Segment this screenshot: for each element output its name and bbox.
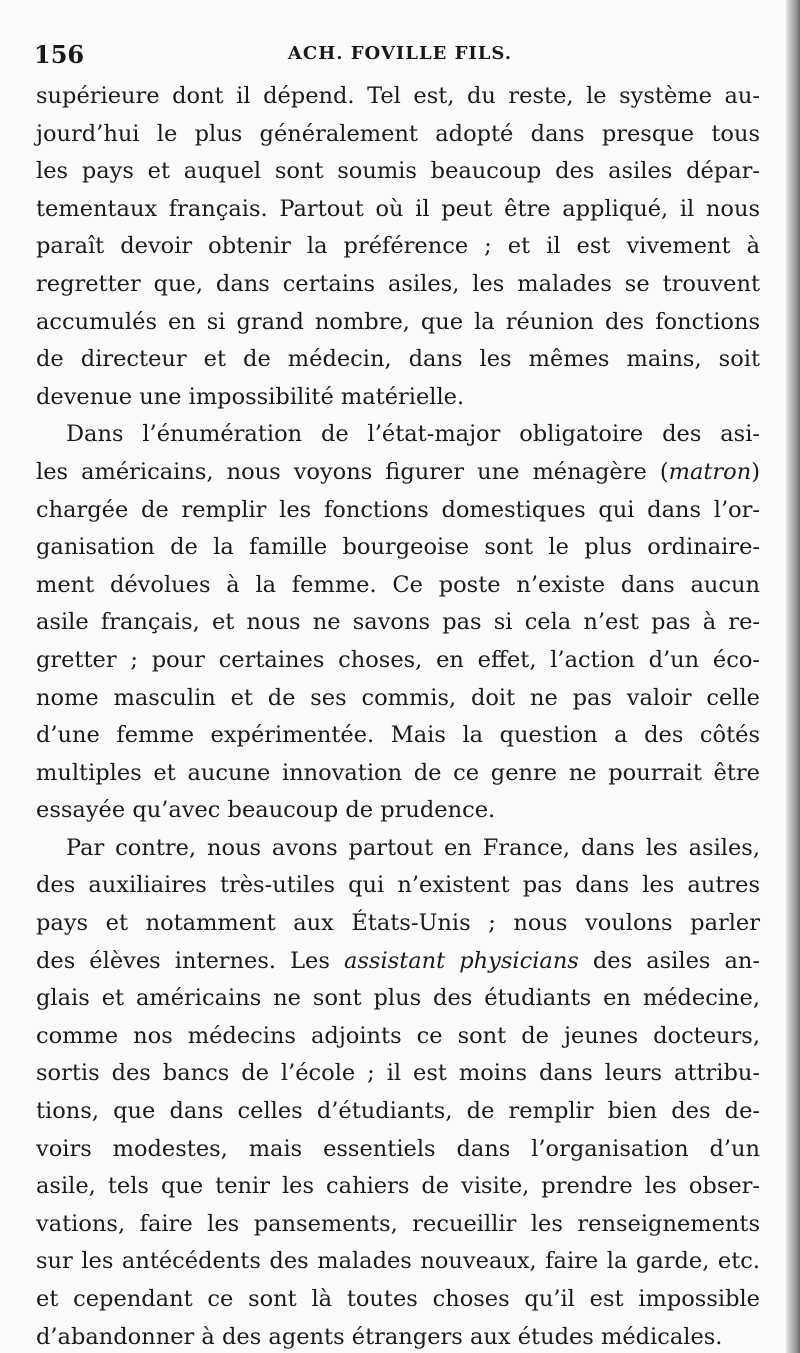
text-line: et cependant ce sont là toutes choses qu’il est impossible: [36, 1286, 760, 1312]
text-segment: les américains, nous voyons figurer une ménagère (: [36, 458, 669, 485]
text-line: devenue une impossibilité matérielle.: [36, 383, 465, 410]
text-line: pays et notamment aux États-Unis ; nous voulons parler: [36, 910, 760, 937]
text-line: ganisation de la famille bourgeoise sont le plus ordinaire-: [36, 534, 760, 561]
text-line: vations, faire les pansements, recueillir les renseignements: [36, 1210, 760, 1237]
paragraph: [36, 78, 760, 416]
italic-term: matron: [668, 458, 752, 485]
text-line: nome masculin et de ses commis, doit ne pas valoir celle: [36, 684, 760, 711]
text-line: [36, 943, 760, 981]
text-line: gretter ; pour certaines choses, en effet, l’action d’un éco-: [36, 646, 760, 673]
paragraph: [36, 830, 760, 1353]
text-line: des auxiliaires très-utiles qui n’existent pas dans les autres: [36, 872, 760, 899]
text-line: tions, que dans celles d’étudiants, de remplir bien des de-: [36, 1098, 760, 1125]
text-line: sortis des bancs de l’école ; il est moins dans leurs attribu-: [36, 1060, 760, 1087]
page-header: [34, 40, 766, 76]
text-line: jourd’hui le plus généralement adopté dans presque tous: [36, 120, 760, 147]
text-line: voirs modestes, mais essentiels dans l’organisation d’un: [36, 1135, 760, 1162]
text-line: ment dévolues à la femme. Ce poste n’existe dans aucun: [36, 571, 760, 598]
text-segment: ): [751, 458, 760, 485]
text-line: multiples et aucune innovation de ce genre ne pourrait être: [36, 759, 760, 786]
text-line: tementaux français. Partout où il peut être appliqué, il nous: [36, 195, 760, 222]
text-line: Dans l’énumération de l’état-major obligatoire des asi-: [66, 421, 760, 448]
text-line: les pays et auquel sont soumis beaucoup des asiles dépar-: [36, 158, 760, 185]
page-number: 156: [34, 40, 85, 69]
page-edge-shadow: [786, 0, 800, 1353]
text-line: asile, tels que tenir les cahiers de visite, prendre les obser-: [36, 1173, 760, 1200]
paragraph: [36, 416, 760, 830]
text-line: regretter que, dans certains asiles, les malades se trouvent: [36, 270, 760, 297]
text-line: comme nos médecins adjoints ce sont de jeunes docteurs,: [36, 1022, 760, 1049]
text-line: asile français, et nous ne savons pas si cela n’est pas à re-: [36, 609, 760, 636]
text-line: chargée de remplir les fonctions domestiques qui dans l’or-: [36, 496, 760, 523]
text-line: supérieure dont il dépend. Tel est, du reste, le système au-: [36, 83, 760, 109]
text-line: d’une femme expérimentée. Mais la question a des côtés: [36, 722, 760, 749]
text-line: [36, 454, 760, 492]
body-text: [36, 78, 760, 1353]
text-segment: des élèves internes. Les: [36, 947, 344, 974]
text-line: essayée qu’avec beaucoup de prudence.: [36, 797, 496, 824]
text-line: Par contre, nous avons partout en France, dans les asiles,: [66, 834, 760, 861]
text-line: sur les antécédents des malades nouveaux, faire la garde, etc.: [36, 1248, 760, 1275]
text-line: de directeur et de médecin, dans les mêmes mains, soit: [36, 346, 760, 373]
text-segment: des asiles an-: [578, 947, 760, 974]
text-line: paraît devoir obtenir la préférence ; et il est vivement à: [36, 233, 760, 260]
text-line: d’abandonner à des agents étrangers aux études médicales.: [36, 1323, 723, 1350]
text-line: glais et américains ne sont plus des étudiants en médecine,: [36, 985, 760, 1012]
running-head: ACH. FOVILLE FILS.: [287, 43, 513, 64]
text-line: accumulés en si grand nombre, que la réunion des fonctions: [36, 308, 760, 335]
italic-term: assistant physicians: [343, 947, 579, 974]
